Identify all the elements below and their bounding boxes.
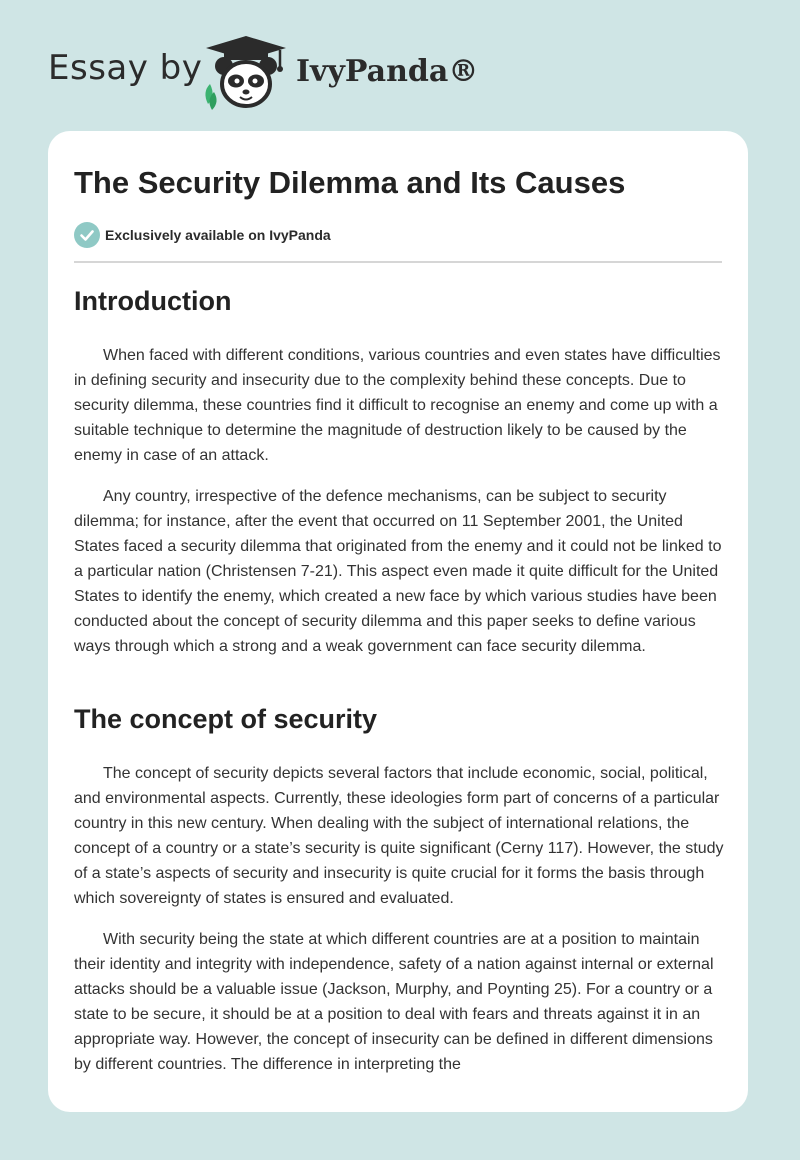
essay-card	[48, 131, 748, 1112]
site-header	[0, 0, 800, 120]
paragraph: Any country, irrespective of the defence mechanisms, can be subject to security dilemma; for instance, after the event that occurred on 11 September 2001, the United States faced a security dilemma that originated from the enemy and it could not be linked to a particular nation (Christensen 7-21). This aspect even made it quite difficult for the United States to identify the enemy, which created a new face by which various studies have been conducted about the concept of security dilemma and this paper seeks to define various ways through which a strong and a weak government can face security dilemma.	[74, 488, 722, 655]
panda-graduate-icon[interactable]	[200, 34, 292, 110]
exclusive-badge	[74, 222, 331, 248]
divider	[74, 261, 722, 263]
brand-name[interactable]: IvyPanda®	[296, 54, 479, 89]
paragraph: With security being the state at which different countries are at a position to maintain their identity and integrity with independence, safety of a nation against internal or external attacks should be a valuable issue (Jackson, Murphy, and Poynting 25). For a country or a state to be secure, it should be at a position to deal with fears and threats against it in an appropriate way. However, the concept of insecurity can be defined in different dimensions by different countries. The difference in interpreting the	[74, 931, 714, 1073]
brand-prefix: Essay by	[48, 48, 203, 88]
paragraph: The concept of security depicts several factors that include economic, social, political, and environmental aspects. Currently, these ideologies form part of concerns of a particular country in this new century. When dealing with the subject of international relations, the concept of a country or a state’s security is quite significant (Cerny 117). However, the study of a state’s aspects of security and insecurity is quite crucial for it forms the basis through which sovereignty of states is ensured and evaluated.	[74, 765, 724, 907]
essay-title: The Security Dilemma and Its Causes	[74, 165, 626, 200]
check-circle-icon	[74, 222, 100, 248]
section-heading: The concept of security	[74, 704, 378, 734]
badge-text: Exclusively available on IvyPanda	[105, 227, 331, 243]
section-heading: Introduction	[74, 286, 232, 316]
paragraph: When faced with different conditions, various countries and even states have difficulties in defining security and insecurity due to the complexity behind these concepts. Due to security dilemma, these countries find it difficult to recognise an enemy and come up with a suitable technique to determine the magnitude of destruction likely to be caused by the enemy in case of an attack.	[74, 347, 721, 464]
